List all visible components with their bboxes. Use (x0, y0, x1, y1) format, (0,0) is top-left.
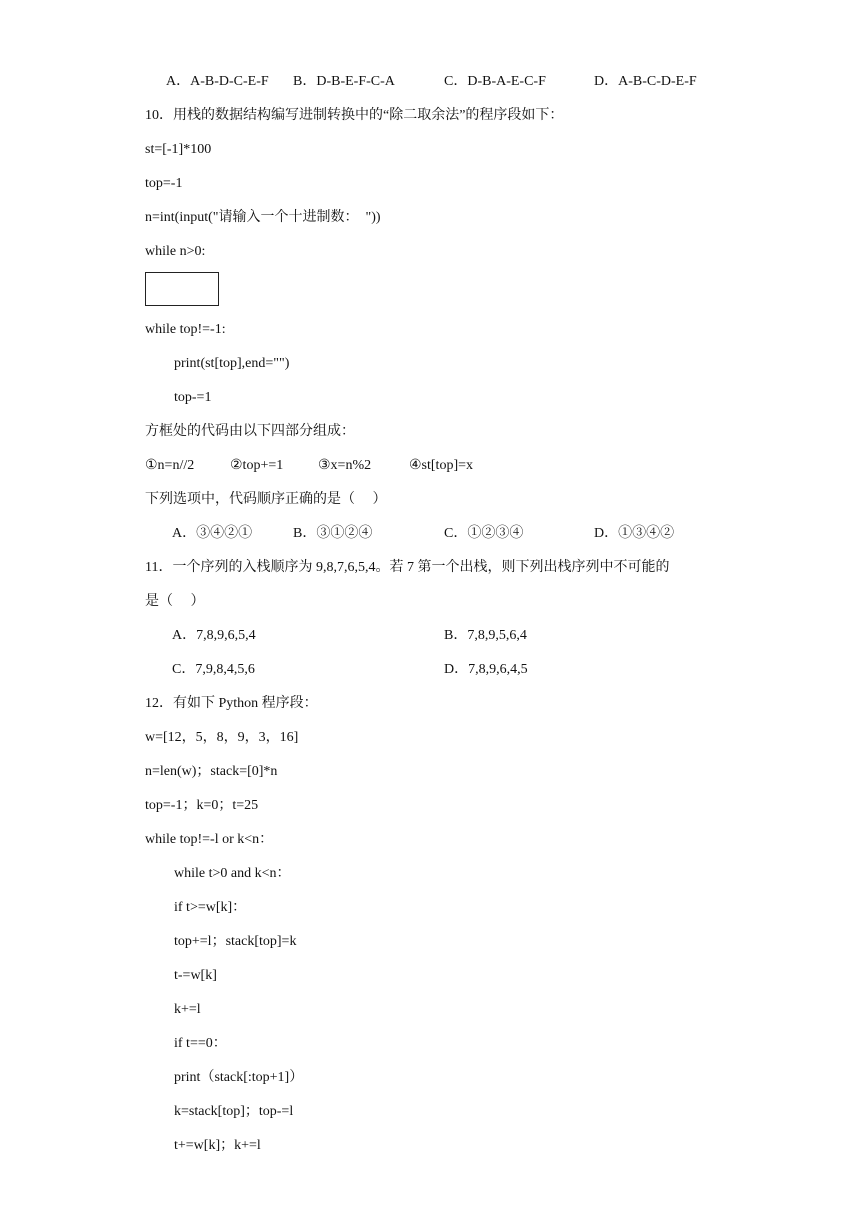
q12-code-line: if t==0： (174, 1036, 227, 1051)
q12-code-line: top+=l；stack[top]=k (174, 934, 297, 949)
q11-option-c: C．7,9,8,4,5,6 (172, 662, 255, 677)
q10-part-1: ①n=n//2 (145, 458, 195, 473)
q11-option-b: B．7,8,9,5,6,4 (444, 628, 527, 643)
q11-option-a: A．7,8,9,6,5,4 (172, 628, 256, 643)
q10-code-line: top=-1 (145, 176, 183, 191)
q12-code-line: t-=w[k] (174, 968, 217, 983)
q11-option-d: D．7,8,9,6,4,5 (444, 662, 528, 677)
q12-code-line: k+=l (174, 1002, 201, 1017)
q10-code-line: n=int(input("请输入一个十进制数： ")) (145, 210, 381, 225)
q10-part-3: ③x=n%2 (318, 458, 372, 473)
q12-code-line: w=[12，5，8，9，3，16] (145, 730, 299, 745)
q12-code-line: while top!=-l or k<n： (145, 832, 274, 847)
q12-code-line: while t>0 and k<n： (174, 866, 291, 881)
q10-code-line: while n>0: (145, 244, 206, 259)
q10-code-line: while top!=-1: (145, 322, 226, 337)
q9-option-a: A．A-B-D-C-E-F (166, 74, 269, 89)
q10-code-line: st=[-1]*100 (145, 142, 212, 157)
q12-code-line: k=stack[top]；top-=l (174, 1104, 294, 1119)
q10-option-a: A．③④②① (172, 526, 253, 541)
q12-code-line: n=len(w)；stack=[0]*n (145, 764, 278, 779)
q10-question: 下列选项中，代码顺序正确的是（ ） (145, 492, 387, 507)
q10-option-c: C．①②③④ (444, 526, 524, 541)
q10-blank-box (145, 272, 219, 306)
q10-code-line: print(st[top],end="") (174, 356, 290, 371)
q12-code-line: top=-1；k=0；t=25 (145, 798, 259, 813)
q10-option-d: D．①③④② (594, 526, 675, 541)
q12-code-line: if t>=w[k]： (174, 900, 247, 915)
q9-option-b: B．D-B-E-F-C-A (293, 74, 395, 89)
q12-stem: 12．有如下 Python 程序段： (145, 696, 318, 711)
q10-part-2: ②top+=1 (230, 458, 284, 473)
q9-option-d: D．A-B-C-D-E-F (594, 74, 697, 89)
q10-description: 方框处的代码由以下四部分组成： (145, 424, 355, 439)
q11-stem-line-1: 11．一个序列的入栈顺序为 9,8,7,6,5,4。若 7 第一个出栈，则下列出栈序列中不可能的 (145, 560, 670, 575)
q10-stem: 10．用栈的数据结构编写进制转换中的“除二取余法”的程序段如下： (145, 108, 564, 123)
q9-option-c: C．D-B-A-E-C-F (444, 74, 546, 89)
q10-part-4: ④st[top]=x (409, 458, 473, 473)
q12-code-line: t+=w[k]；k+=l (174, 1138, 261, 1153)
q10-option-b: B．③①②④ (293, 526, 373, 541)
q10-code-line: top-=1 (174, 390, 212, 405)
q11-stem-line-2: 是（ ） (145, 594, 205, 609)
q12-code-line: print（stack[:top+1]） (174, 1070, 304, 1085)
